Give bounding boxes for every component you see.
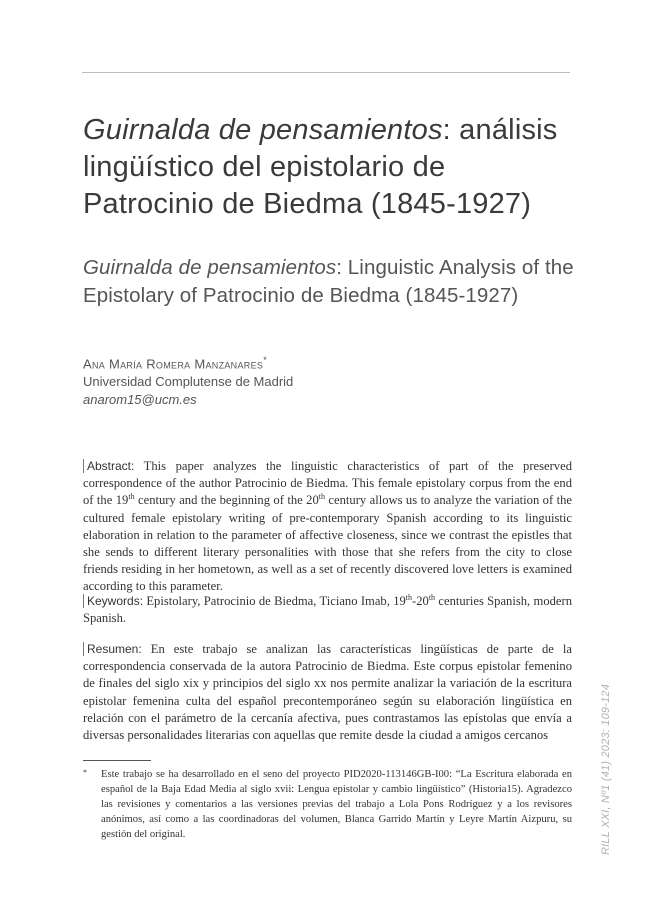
journal-side-reference: RILL XXI, Nº1 (41) 2023: 109-124 <box>600 683 612 855</box>
title-rest: : análisis lingüístico del epistolario de Patrocinio de Biedma (1845-1927) <box>83 114 558 220</box>
resumen-paragraph: Resumen: En este trabajo se analizan las características lingüísticas de parte de la correspondencia conservada de la autora Patrocinio de Biedma. Este corpus epistolar femenino de finales del siglo xix y principios del siglo xx nos permite analizar la variación de la escritura epistolar femenina culta del español precontemporáneo según su elaboración lingüística en relación con el parámetro de la cercanía afectiva, pues contrastamos las epístolas que envía a diversas personalidades literarias con aquellas que remite desde la ciudad a amigos cercanos <box>83 642 572 743</box>
resumen-label: Resumen: <box>83 642 142 656</box>
article-title-english <box>83 254 583 310</box>
title-en-italic-part: Guirnalda de pensamientos <box>83 256 337 279</box>
footnote-rule <box>83 760 151 761</box>
author-affiliation: Universidad Complutense de Madrid <box>83 374 294 390</box>
footnote-mark: * <box>83 768 87 777</box>
title-en-rest: : Linguistic Analysis of the Epistolary of Patrocinio de Biedma (1845-1927) <box>83 256 574 307</box>
author-footnote-mark: * <box>263 355 267 365</box>
keywords-label: Keywords: <box>83 594 143 608</box>
footnote <box>83 767 572 842</box>
abstract-paragraph: Abstract: This paper analyzes the linguistic characteristics of part of the preserved correspondence of the author Patrocinio de Biedma. This female epistolary corpus from the end of the 19th century and the beginning of the 20th century allows us to analyze the variation of the cultured female epistolary writing of pre-contemporary Spanish according to its linguistic elaboration in relation to the parameter of affective closeness, since we contrast the epistles that she sends to different literary personalities with those that she refers from the city to close friends residing in her hometown, as well as a set of recently discovered love letters is examined according to this parameter. <box>83 459 572 594</box>
abstract-label: Abstract: <box>83 459 134 473</box>
author-email[interactable]: anarom15@ucm.es <box>83 392 197 408</box>
article-title-spanish <box>83 112 583 223</box>
author-name: Ana María Romera Manzanares* <box>83 355 267 372</box>
top-rule <box>82 72 570 73</box>
keywords-paragraph: Keywords: Epistolary, Patrocinio de Biedma, Ticiano Imab, 19th-20th centuries Spanish, modern Spanish. <box>83 592 572 626</box>
title-italic-part: Guirnalda de pensamientos <box>83 114 443 146</box>
author-block <box>83 351 293 409</box>
footnote-text: Este trabajo se ha desarrollado en el seno del proyecto PID2020-113146GB-I00: “La Escritura elaborada en español de la Baja Edad Media al siglo xvii: Lengua epistolar y cambio lingüístico” (Historia15). Agradezco las revisiones y comentarios a las versiones previas del trabajo a Lola Pons Rodríguez y a los revisores anónimos, así como a las coordinadoras del volumen, Blanca Garrido Martín y Leyre Martín Aizpuru, su gestión del original. <box>101 769 572 840</box>
